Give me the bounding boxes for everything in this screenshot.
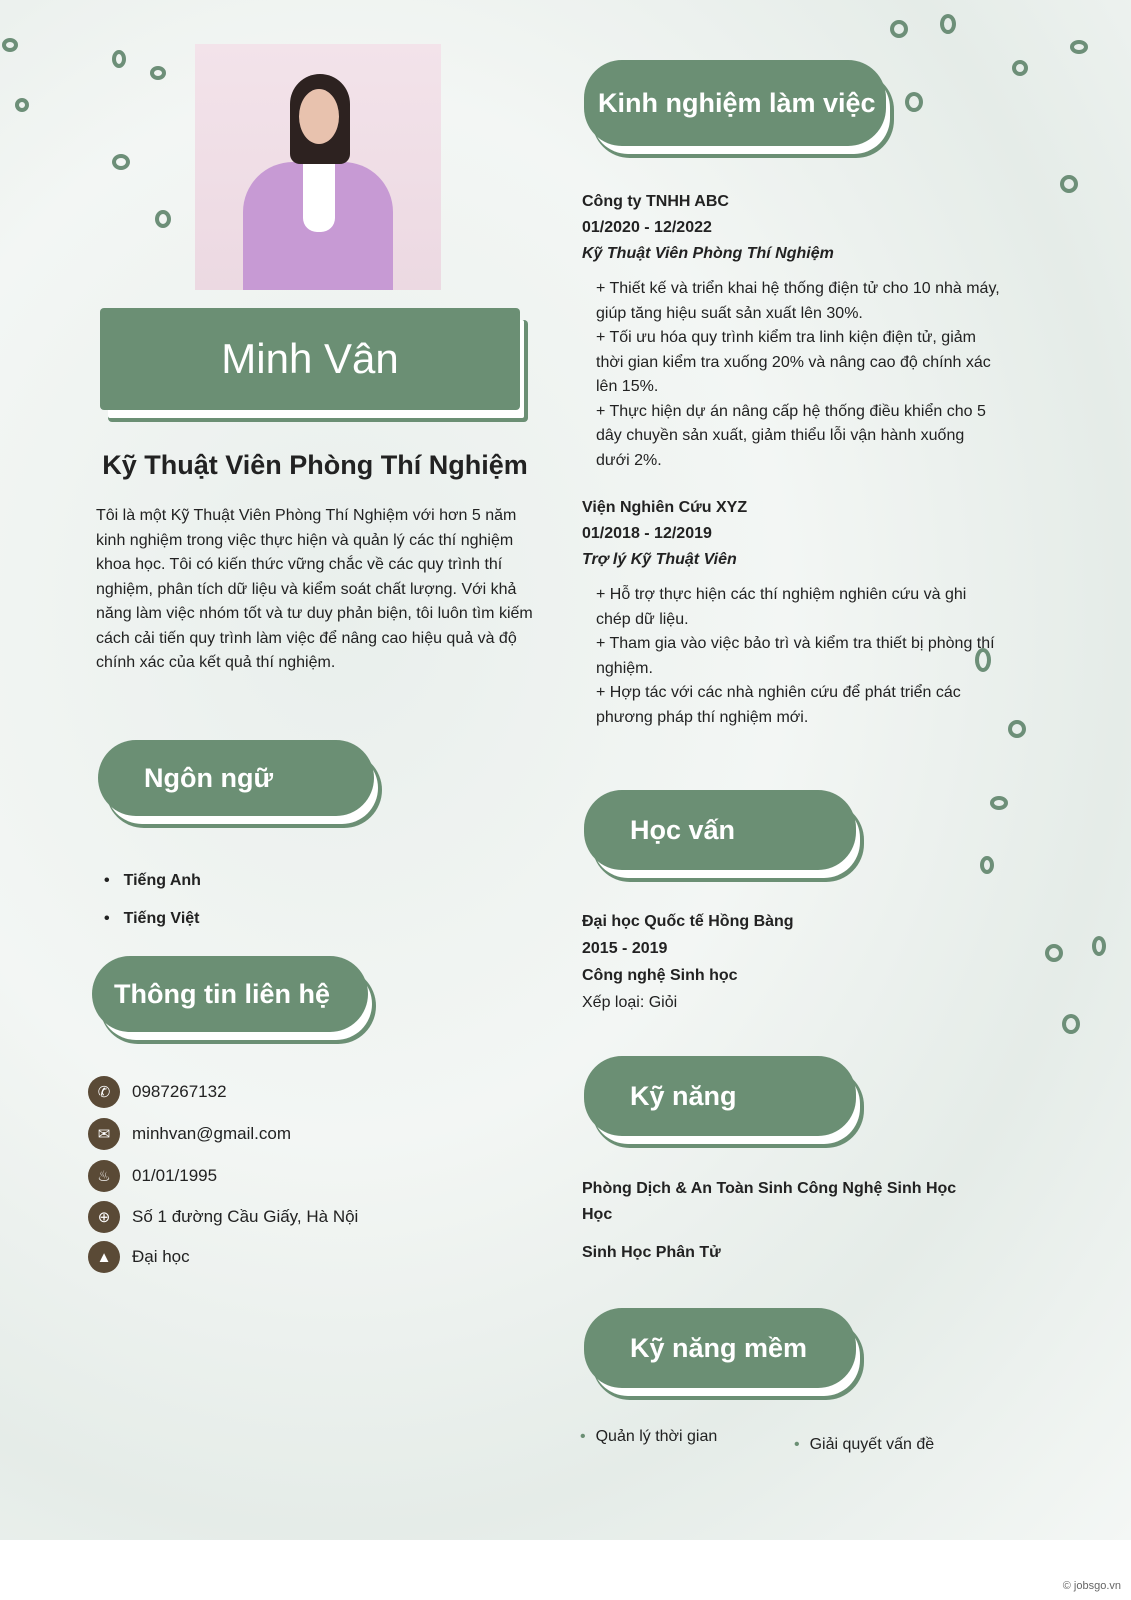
section-education-header <box>584 790 856 870</box>
decor-dot <box>15 98 29 112</box>
candidate-name: Minh Vân <box>221 335 399 382</box>
skill-item: Sinh Học Phân Tử <box>582 1244 721 1261</box>
phone-icon: ✆ <box>88 1076 120 1108</box>
decor-dot <box>890 20 908 38</box>
profile-photo <box>195 44 441 290</box>
details: + Thiết kế và triển khai hệ thống điện tử cho 10 nhà máy, giúp tăng hiệu suất sản xuất lên 30%. + Tối ưu hóa quy trình kiểm tra linh kiện điện tử, giảm thời gian kiểm tra xuống 20% và nâng cao độ chính xác lên 15%. + Thực hiện dự án nâng cấp hệ thống điều khiển cho 5 dây chuyền sản xuất, giảm thiểu lỗi vận hành xuống dưới 2%. <box>596 280 1000 469</box>
details: + Hỗ trợ thực hiện các thí nghiệm nghiên cứu và ghi chép dữ liệu. + Tham gia vào việc bảo trì và kiểm tra thiết bị phòng thí nghiệm. + Hợp tác với các nhà nghiên cứu để phát triển các phương pháp thí nghiệm mới. <box>596 586 995 726</box>
section-languages-header <box>98 740 374 816</box>
period: 01/2018 - 12/2019 <box>582 525 712 542</box>
section-skills-header <box>584 1056 856 1136</box>
globe-icon: ⊕ <box>88 1201 120 1233</box>
contact-address <box>88 1201 358 1233</box>
skill-item: Phòng Dịch & An Toàn Sinh Công Nghệ Sinh Học Học <box>582 1180 957 1223</box>
section-title: Học vấn <box>630 814 736 845</box>
decor-dot <box>155 210 171 228</box>
decor-dot <box>112 154 130 170</box>
company: Công ty TNHH ABC <box>582 193 729 210</box>
footer-watermark: © jobsgo.vn <box>1062 1580 1121 1592</box>
soft-skill-item: • Giải quyết vấn đề <box>794 1436 934 1454</box>
experience-item <box>582 189 1002 473</box>
section-title: Kỹ năng <box>630 1080 737 1111</box>
section-title: Kinh nghiệm làm việc <box>598 87 876 118</box>
decor-dot <box>1070 40 1088 54</box>
contact-value: Đại học <box>132 1247 190 1266</box>
graduation-cap-icon: ▲ <box>88 1241 120 1273</box>
decor-dot <box>150 66 166 80</box>
contact-value: minhvan@gmail.com <box>132 1124 291 1143</box>
job-title: Kỹ Thuật Viên Phòng Thí Nghiệm <box>102 450 528 480</box>
contact-phone <box>88 1076 227 1108</box>
decor-dot <box>905 92 923 112</box>
section-title: Ngôn ngữ <box>144 762 274 793</box>
language-item: • Tiếng Anh <box>104 862 201 900</box>
birthday-cake-icon: ♨ <box>88 1160 120 1192</box>
section-title: Thông tin liên hệ <box>114 978 330 1009</box>
soft-skill-item: • Quản lý thời gian <box>580 1428 717 1446</box>
decor-dot <box>112 50 126 68</box>
company: Viện Nghiên Cứu XYZ <box>582 499 748 516</box>
section-contact-header <box>92 956 368 1032</box>
decor-dot <box>2 38 18 52</box>
education-block <box>582 908 794 1016</box>
role: Trợ lý Kỹ Thuật Viên <box>582 551 737 568</box>
name-banner <box>100 308 520 410</box>
experience-item <box>582 495 1002 730</box>
summary: Tôi là một Kỹ Thuật Viên Phòng Thí Nghiệm với hơn 5 năm kinh nghiệm trong việc thực hiện và quản lý các thí nghiệm khoa học. Tôi có kiến thức vững chắc về các quy trình thí nghiệm, phân tích dữ liệu và kiểm soát chất lượng. Với khả năng làm việc nhóm tốt và tư duy phản biện, tôi luôn tìm kiếm cách cải tiến quy trình làm việc để nâng cao hiệu quả và độ chính xác của kết quả thí nghiệm. <box>96 507 533 671</box>
role: Kỹ Thuật Viên Phòng Thí Nghiệm <box>582 245 834 262</box>
decor-dot <box>1092 936 1106 956</box>
languages-list <box>104 862 201 938</box>
school: Đại học Quốc tế Hồng Bàng <box>582 913 794 930</box>
email-icon: ✉ <box>88 1118 120 1150</box>
decor-dot <box>1045 944 1063 962</box>
contact-birthday <box>88 1160 217 1192</box>
decor-dot <box>980 856 994 874</box>
section-title: Kỹ năng mềm <box>630 1332 808 1363</box>
grade: Xếp loại: Giỏi <box>582 994 678 1011</box>
major: Công nghệ Sinh học <box>582 967 738 984</box>
period: 01/2020 - 12/2022 <box>582 219 712 236</box>
decor-dot <box>990 796 1008 810</box>
language-item: • Tiếng Việt <box>104 900 201 938</box>
decor-dot <box>1060 175 1078 193</box>
decor-dot <box>940 14 956 34</box>
decor-dot <box>1012 60 1028 76</box>
contact-value: 0987267132 <box>132 1082 227 1101</box>
decor-dot <box>1008 720 1026 738</box>
section-soft-skills-header <box>584 1308 856 1388</box>
contact-value: Số 1 đường Cầu Giấy, Hà Nội <box>132 1207 359 1226</box>
contact-email <box>88 1118 291 1150</box>
section-experience-header <box>584 60 886 146</box>
decor-dot <box>1062 1014 1080 1034</box>
contact-education <box>88 1241 190 1273</box>
contact-value: 01/01/1995 <box>132 1166 218 1185</box>
period: 2015 - 2019 <box>582 940 668 957</box>
